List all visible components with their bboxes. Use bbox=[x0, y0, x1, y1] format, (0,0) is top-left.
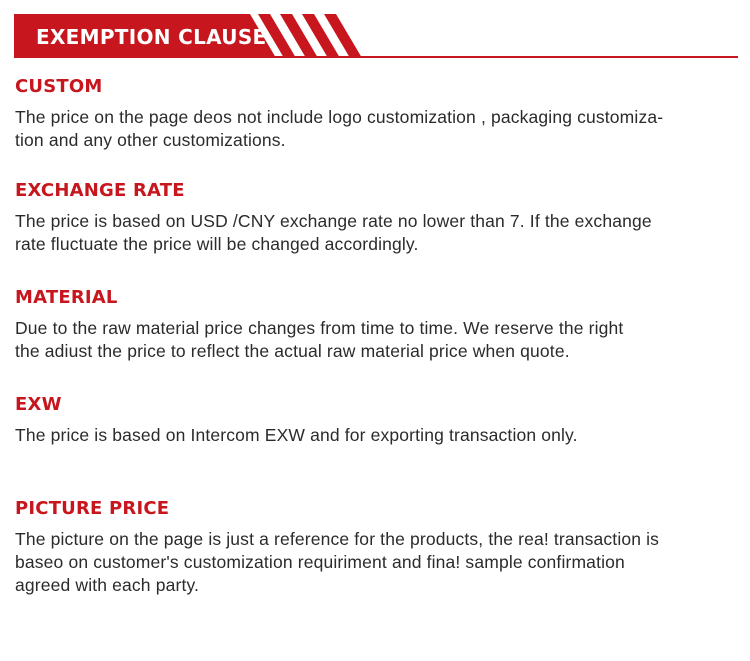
section-text: The price is based on Intercom EXW and for exporting transaction only. bbox=[15, 425, 578, 445]
section-material bbox=[15, 287, 735, 363]
section-exchange-rate bbox=[15, 180, 735, 256]
section-heading: MATERIAL bbox=[15, 287, 118, 308]
section-banner bbox=[14, 14, 738, 60]
section-exw bbox=[15, 394, 735, 447]
section-text: The price on the page deos not include logo customization , packaging customiza- tion and any other customizations. bbox=[15, 107, 664, 150]
section-heading: CUSTOM bbox=[15, 76, 103, 97]
section-picture-price bbox=[15, 498, 735, 597]
section-text: The picture on the page is just a reference for the products, the rea! transaction is baseo on customer's customization requiriment and fina! sample confirmation agreed with each party. bbox=[15, 529, 660, 595]
section-heading: EXW bbox=[15, 394, 62, 415]
section-text: The price is based on USD /CNY exchange rate no lower than 7. If the exchange rate fluctuate the price will be changed accordingly. bbox=[15, 211, 652, 254]
section-heading: PICTURE PRICE bbox=[15, 498, 170, 519]
section-heading: EXCHANGE RATE bbox=[15, 180, 185, 201]
section-text: Due to the raw material price changes from time to time. We reserve the right the adiust the price to reflect the actual raw material price when quote. bbox=[15, 318, 624, 361]
banner-title: EXEMPTION CLAUSE bbox=[36, 25, 267, 49]
section-custom bbox=[15, 76, 735, 152]
